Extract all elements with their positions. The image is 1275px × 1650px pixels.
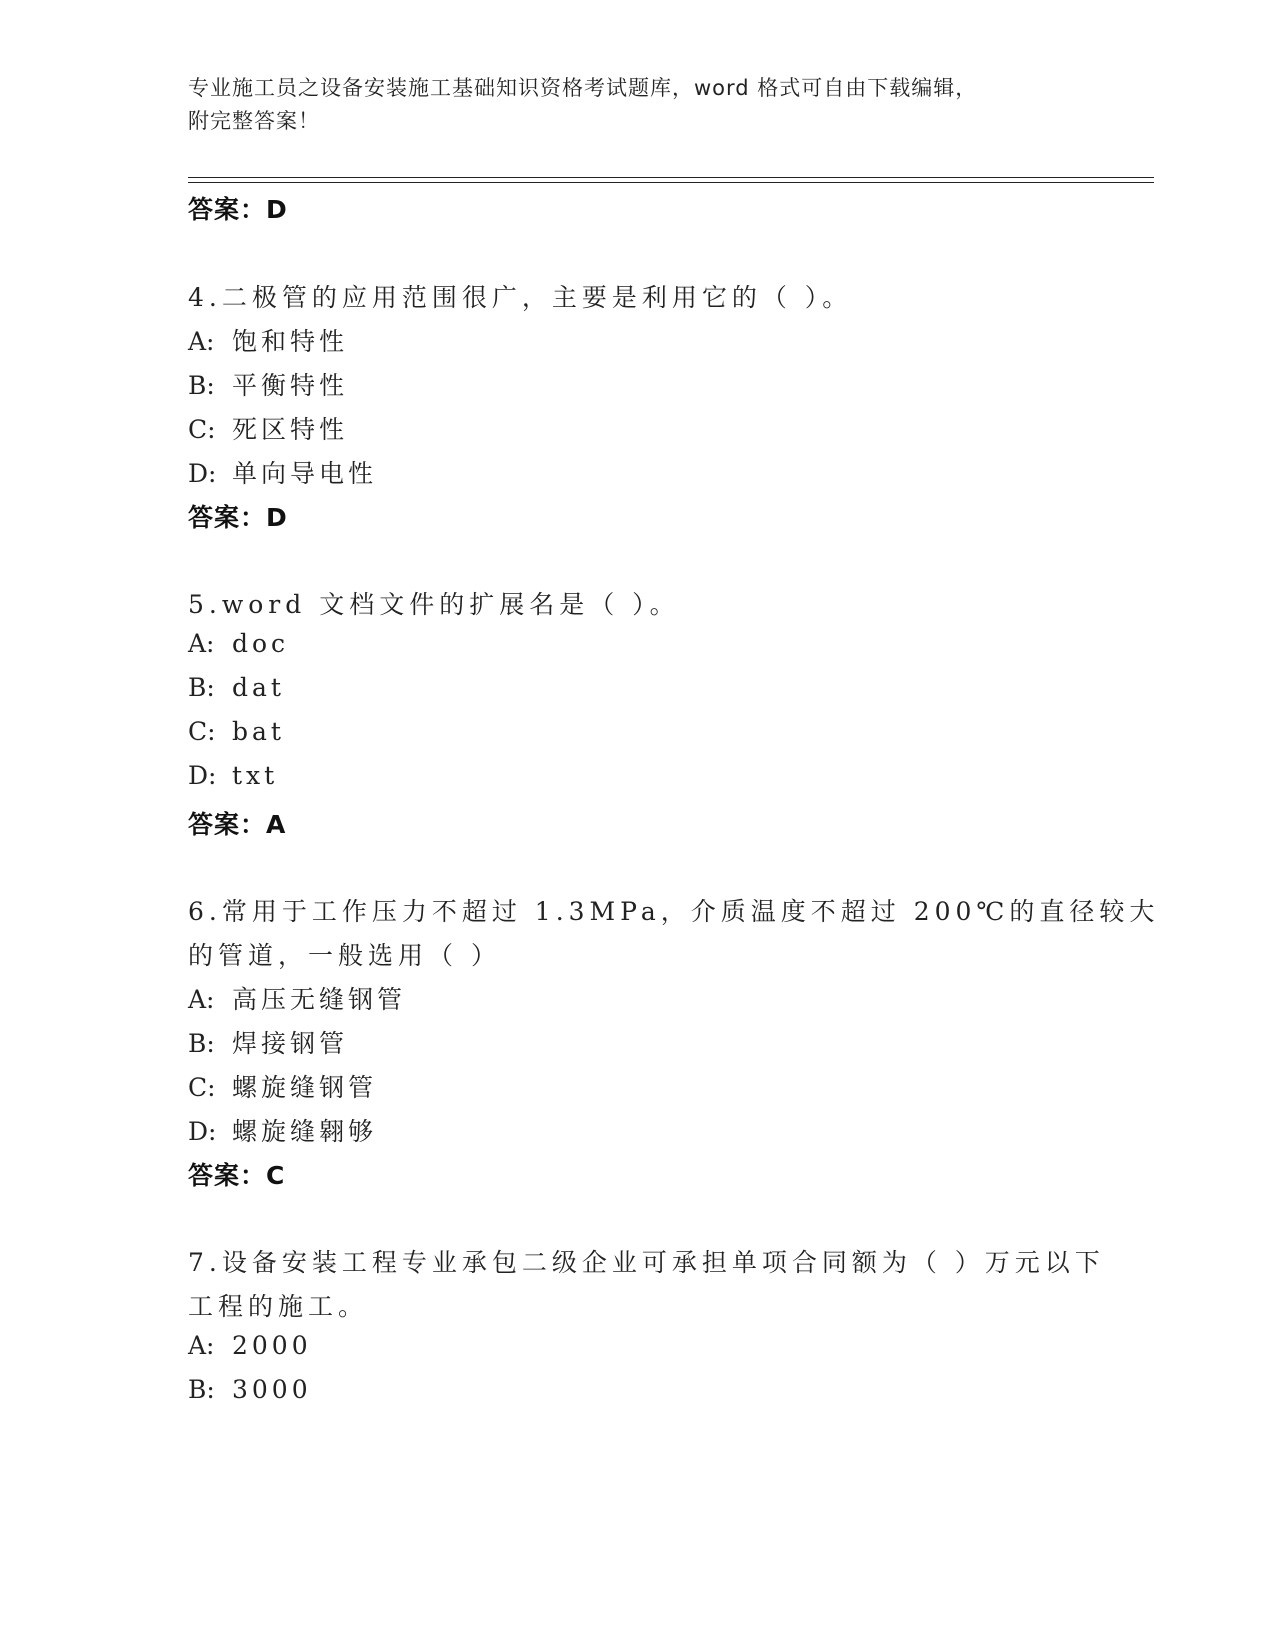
option-text: 死区特性 <box>232 415 349 444</box>
option-key: B: <box>188 371 215 400</box>
question-7-option-a <box>188 1331 312 1360</box>
option-key: C: <box>188 1073 216 1102</box>
header-divider-top <box>188 177 1154 178</box>
question-6-stem-line-1: 6.常用于工作压力不超过 1.3MPa，介质温度不超过 200℃的直径较大 <box>188 897 1160 926</box>
option-key: A: <box>188 985 215 1014</box>
option-key: B: <box>188 1029 215 1058</box>
option-text: doc <box>232 629 290 658</box>
option-key: C: <box>188 717 216 746</box>
option-text: 螺旋缝钢管 <box>232 1073 378 1102</box>
answer-q3: 答案：D <box>188 195 288 224</box>
answer-q6: 答案：C <box>188 1161 286 1190</box>
option-text: 3000 <box>232 1375 312 1404</box>
option-key: B: <box>188 1375 215 1404</box>
question-7-stem-line-1: 7.设备安装工程专业承包二级企业可承担单项合同额为（ ）万元以下 <box>188 1248 1105 1277</box>
question-5-stem: 5.word 文档文件的扩展名是（ ）。 <box>188 590 680 619</box>
option-text: 焊接钢管 <box>232 1029 349 1058</box>
option-key: C: <box>188 415 216 444</box>
option-key: D: <box>188 761 217 790</box>
document-header <box>188 72 1068 138</box>
question-5-option-d <box>188 761 278 790</box>
option-text: txt <box>232 761 279 790</box>
option-key: A: <box>188 629 215 658</box>
option-text: 高压无缝钢管 <box>232 985 407 1014</box>
question-6-option-b <box>188 1024 348 1060</box>
question-5-option-a <box>188 629 289 658</box>
option-text: 2000 <box>232 1331 312 1360</box>
question-6-option-d <box>188 1112 377 1148</box>
option-key: D: <box>188 459 217 488</box>
header-line-1: 专业施工员之设备安装施工基础知识资格考试题库，word 格式可自由下载编辑， <box>188 76 978 100</box>
question-7-stem-line-2: 工程的施工。 <box>188 1292 369 1321</box>
option-key: A: <box>188 327 215 356</box>
question-6-option-c <box>188 1068 377 1104</box>
option-text: dat <box>232 673 285 702</box>
option-text: 单向导电性 <box>232 459 378 488</box>
question-6-stem-line-2: 的管道，一般选用（ ） <box>188 941 501 970</box>
question-5-option-b <box>188 673 285 702</box>
question-4-option-b <box>188 366 348 402</box>
question-4-option-a <box>188 322 348 358</box>
option-key: B: <box>188 673 215 702</box>
header-divider-bottom <box>188 182 1154 183</box>
answer-q5: 答案：A <box>188 810 287 839</box>
option-text: 螺旋缝翱够 <box>232 1117 378 1146</box>
question-4-stem: 4.二极管的应用范围很广，主要是利用它的（ ）。 <box>188 283 853 312</box>
option-text: 平衡特性 <box>232 371 349 400</box>
header-line-2: 附完整答案！ <box>188 109 320 133</box>
option-key: A: <box>188 1331 215 1360</box>
question-6-option-a <box>188 980 406 1016</box>
option-text: bat <box>232 717 285 746</box>
question-4-option-c <box>188 410 348 446</box>
option-text: 饱和特性 <box>232 327 349 356</box>
option-key: D: <box>188 1117 217 1146</box>
question-7-option-b <box>188 1375 312 1404</box>
question-4-option-d <box>188 454 377 490</box>
answer-q4: 答案：D <box>188 503 288 532</box>
question-5-option-c <box>188 717 285 746</box>
